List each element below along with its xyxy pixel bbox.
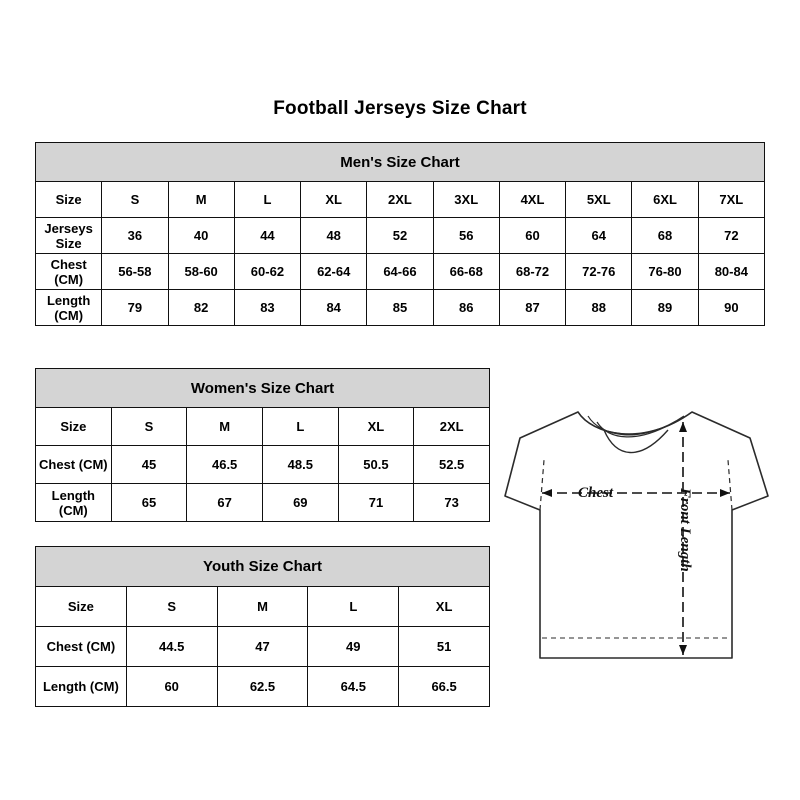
- youth-size-table: [35, 546, 490, 707]
- mens-length-5xl: 88: [566, 290, 632, 326]
- mens-jerseys-size-m: 40: [168, 218, 234, 254]
- womens-col-m: M: [187, 408, 263, 446]
- youth-table-caption: Youth Size Chart: [36, 547, 490, 587]
- mens-chest-3xl: 66-68: [433, 254, 499, 290]
- youth-col-m: M: [217, 587, 308, 627]
- mens-jerseys-size-7xl: 72: [698, 218, 764, 254]
- womens-length-s: 65: [111, 484, 187, 522]
- mens-col-l: L: [234, 182, 300, 218]
- mens-row-header-size: Size: [36, 182, 102, 218]
- womens-col-xl: XL: [338, 408, 414, 446]
- womens-chest-m: 46.5: [187, 446, 263, 484]
- youth-col-xl: XL: [399, 587, 490, 627]
- mens-col-7xl: 7XL: [698, 182, 764, 218]
- table-row: [36, 254, 765, 290]
- womens-row-header-length: Length (CM): [36, 484, 112, 522]
- womens-chest-s: 45: [111, 446, 187, 484]
- womens-row-header-chest: Chest (CM): [36, 446, 112, 484]
- mens-chest-l: 60-62: [234, 254, 300, 290]
- mens-jerseys-size-3xl: 56: [433, 218, 499, 254]
- mens-jerseys-size-4xl: 60: [499, 218, 565, 254]
- mens-length-6xl: 89: [632, 290, 698, 326]
- mens-table-caption: Men's Size Chart: [36, 143, 765, 182]
- jersey-measurement-diagram: [500, 400, 790, 700]
- mens-col-2xl: 2XL: [367, 182, 433, 218]
- front-length-measure-label: Front Length: [677, 488, 693, 572]
- womens-col-s: S: [111, 408, 187, 446]
- youth-col-l: L: [308, 587, 399, 627]
- mens-jerseys-size-xl: 48: [301, 218, 367, 254]
- womens-col-2xl: 2XL: [414, 408, 490, 446]
- table-row: [36, 446, 490, 484]
- table-row: [36, 587, 490, 627]
- womens-chest-2xl: 52.5: [414, 446, 490, 484]
- table-row: [36, 218, 765, 254]
- page-title: Football Jerseys Size Chart: [273, 98, 527, 119]
- mens-length-7xl: 90: [698, 290, 764, 326]
- mens-jerseys-size-s: 36: [102, 218, 168, 254]
- chest-measure-label: Chest: [578, 485, 614, 501]
- mens-row-header-jerseys-size: Jerseys Size: [36, 218, 102, 254]
- youth-col-s: S: [126, 587, 217, 627]
- youth-length-l: 64.5: [308, 667, 399, 707]
- mens-col-m: M: [168, 182, 234, 218]
- mens-jerseys-size-6xl: 68: [632, 218, 698, 254]
- mens-chest-4xl: 68-72: [499, 254, 565, 290]
- table-row: [36, 290, 765, 326]
- mens-chest-6xl: 76-80: [632, 254, 698, 290]
- mens-col-6xl: 6XL: [632, 182, 698, 218]
- mens-length-3xl: 86: [433, 290, 499, 326]
- table-row: [36, 667, 490, 707]
- youth-row-header-chest: Chest (CM): [36, 627, 127, 667]
- womens-table-caption: Women's Size Chart: [36, 369, 490, 408]
- mens-length-4xl: 87: [499, 290, 565, 326]
- mens-col-3xl: 3XL: [433, 182, 499, 218]
- mens-chest-s: 56-58: [102, 254, 168, 290]
- table-row: [36, 143, 765, 182]
- womens-chest-l: 48.5: [262, 446, 338, 484]
- youth-chest-s: 44.5: [126, 627, 217, 667]
- youth-chest-m: 47: [217, 627, 308, 667]
- mens-jerseys-size-2xl: 52: [367, 218, 433, 254]
- womens-col-l: L: [262, 408, 338, 446]
- youth-length-s: 60: [126, 667, 217, 707]
- table-row: [36, 369, 490, 408]
- youth-length-m: 62.5: [217, 667, 308, 707]
- mens-length-xl: 84: [301, 290, 367, 326]
- womens-length-m: 67: [187, 484, 263, 522]
- table-row: [36, 408, 490, 446]
- womens-size-table: [35, 368, 490, 522]
- womens-length-2xl: 73: [414, 484, 490, 522]
- mens-col-s: S: [102, 182, 168, 218]
- table-row: [36, 182, 765, 218]
- womens-row-header-size: Size: [36, 408, 112, 446]
- mens-chest-5xl: 72-76: [566, 254, 632, 290]
- mens-col-5xl: 5XL: [566, 182, 632, 218]
- youth-length-xl: 66.5: [399, 667, 490, 707]
- mens-length-2xl: 85: [367, 290, 433, 326]
- mens-length-m: 82: [168, 290, 234, 326]
- womens-length-xl: 71: [338, 484, 414, 522]
- youth-chest-xl: 51: [399, 627, 490, 667]
- youth-row-header-length: Length (CM): [36, 667, 127, 707]
- mens-chest-2xl: 64-66: [367, 254, 433, 290]
- mens-length-l: 83: [234, 290, 300, 326]
- mens-row-header-length: Length (CM): [36, 290, 102, 326]
- mens-jerseys-size-5xl: 64: [566, 218, 632, 254]
- youth-row-header-size: Size: [36, 587, 127, 627]
- mens-chest-m: 58-60: [168, 254, 234, 290]
- womens-chest-xl: 50.5: [338, 446, 414, 484]
- mens-jerseys-size-l: 44: [234, 218, 300, 254]
- mens-size-table: [35, 142, 765, 326]
- mens-row-header-chest: Chest (CM): [36, 254, 102, 290]
- mens-chest-7xl: 80-84: [698, 254, 764, 290]
- mens-col-4xl: 4XL: [499, 182, 565, 218]
- womens-length-l: 69: [262, 484, 338, 522]
- mens-chest-xl: 62-64: [301, 254, 367, 290]
- youth-chest-l: 49: [308, 627, 399, 667]
- jersey-outline-icon: [500, 400, 790, 700]
- mens-length-s: 79: [102, 290, 168, 326]
- mens-col-xl: XL: [301, 182, 367, 218]
- table-row: [36, 547, 490, 587]
- table-row: [36, 484, 490, 522]
- table-row: [36, 627, 490, 667]
